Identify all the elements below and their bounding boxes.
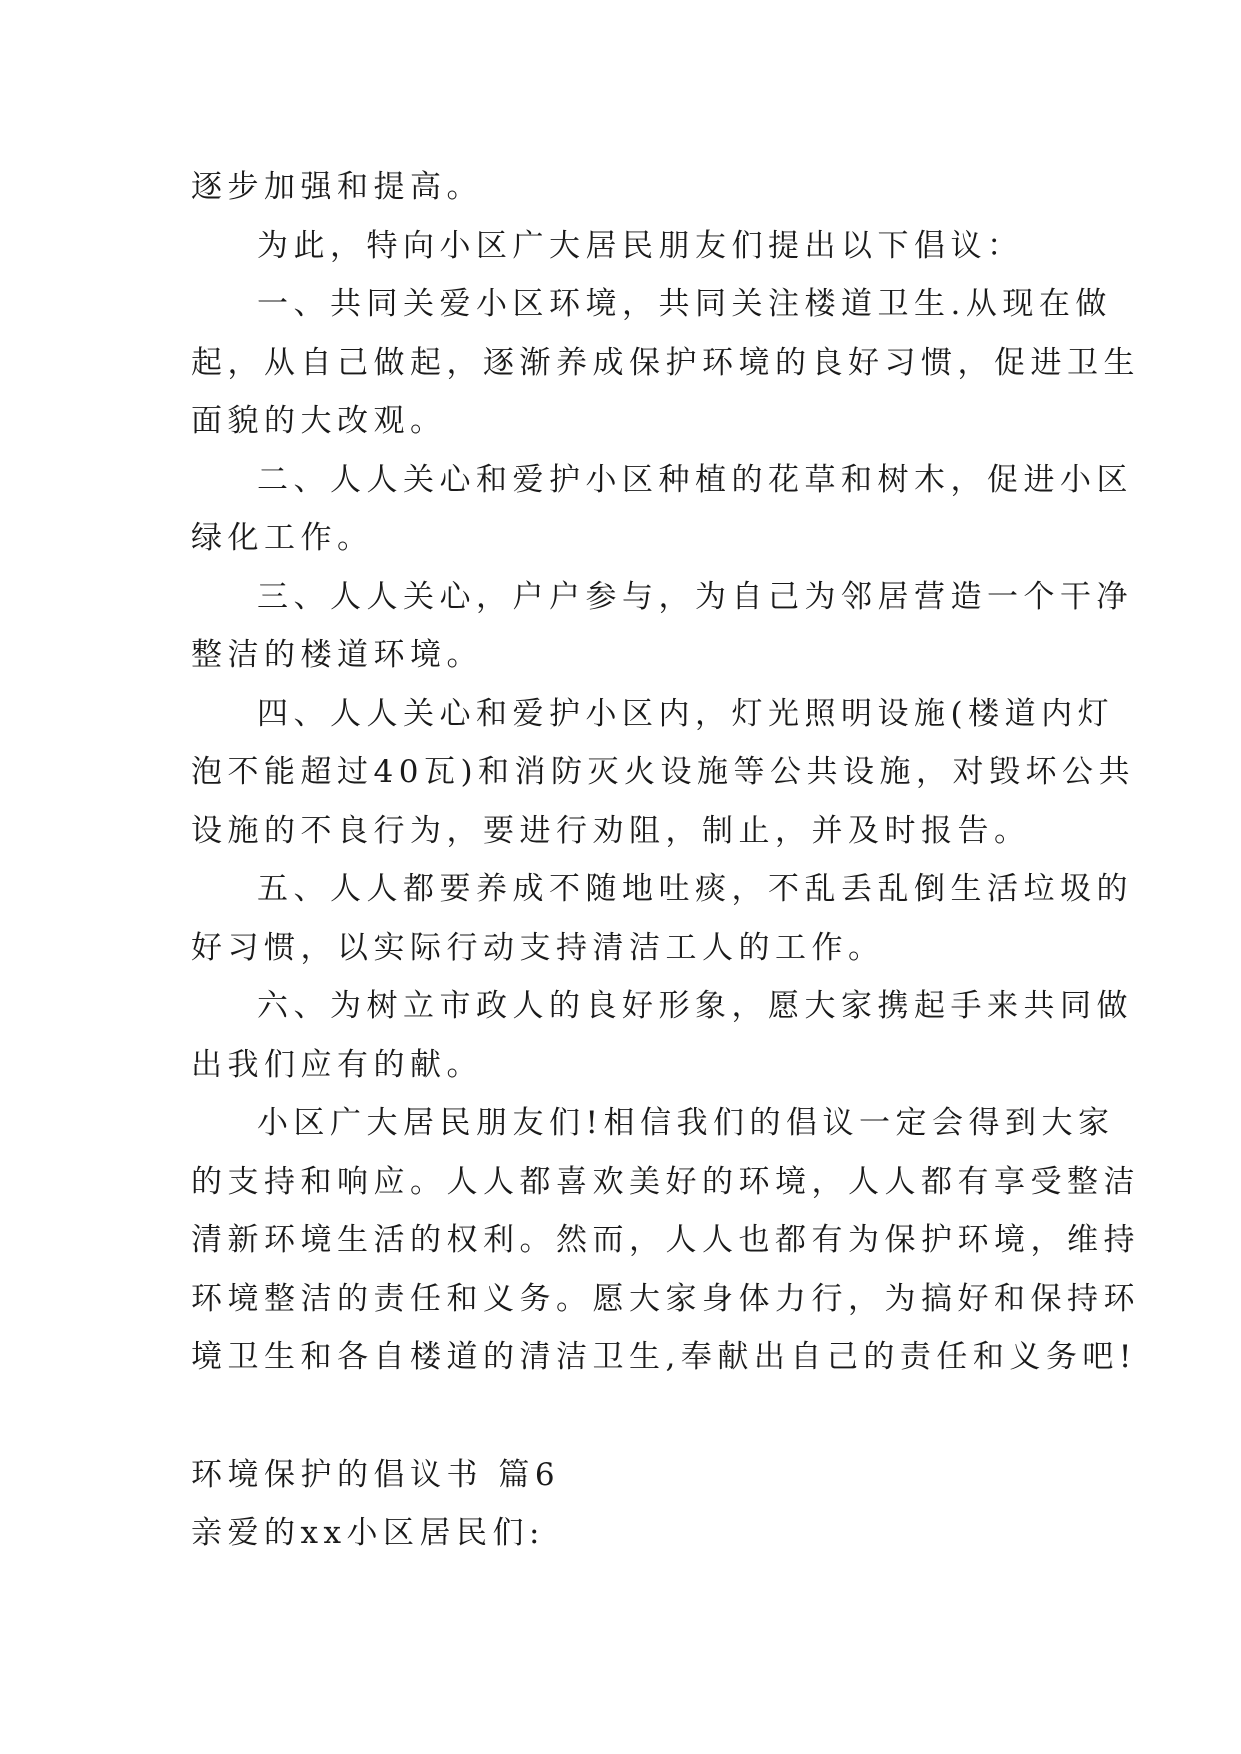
- paragraph-line: 二、人人关心和爱护小区种植的花草和树木，促进小区: [257, 461, 1133, 498]
- paragraph-line: 为此，特向小区广大居民朋友们提出以下倡议：: [257, 227, 1024, 264]
- paragraph-line: 环境整洁的责任和义务。愿大家身体力行，为搞好和保持环: [191, 1280, 1140, 1317]
- paragraph-line: 整洁的楼道环境。: [191, 637, 483, 673]
- salutation: 亲爱的xx小区居民们:: [191, 1514, 545, 1551]
- paragraph-line: 一、共同关爱小区环境，共同关注楼道卫生.从现在做: [257, 286, 1112, 322]
- paragraph-line: 好习惯，以实际行动支持清洁工人的工作。: [191, 929, 885, 966]
- paragraph-line: 逐步加强和提高。: [191, 169, 483, 205]
- paragraph-line: 的支持和响应。人人都喜欢美好的环境，人人都有享受整洁: [191, 1163, 1140, 1200]
- paragraph-line: 起，从自己做起，逐渐养成保护环境的良好习惯，促进卫生: [191, 344, 1140, 381]
- paragraph-line: 五、人人都要养成不随地吐痰，不乱丢乱倒生活垃圾的: [257, 871, 1133, 907]
- paragraph-line: 出我们应有的献。: [191, 1046, 483, 1083]
- paragraph-line: 泡不能超过40瓦)和消防灭火设施等公共设施，对毁坏公共: [191, 754, 1136, 790]
- paragraph-line: 设施的不良行为，要进行劝阻，制止，并及时报告。: [191, 812, 1031, 849]
- paragraph-line: 六、为树立市政人的良好形象，愿大家携起手来共同做: [257, 988, 1133, 1024]
- section-title: 环境保护的倡议书 篇6: [191, 1456, 561, 1493]
- paragraph-line: 绿化工作。: [191, 520, 374, 556]
- document-body: [191, 158, 1140, 1562]
- paragraph-line: 四、人人关心和爱护小区内，灯光照明设施(楼道内灯: [257, 695, 1115, 732]
- paragraph-line: 清新环境生活的权利。然而，人人也都有为保护环境，维持: [191, 1222, 1140, 1258]
- paragraph-line: 面貌的大改观。: [191, 403, 447, 439]
- paragraph-line: 小区广大居民朋友们!相信我们的倡议一定会得到大家: [257, 1105, 1115, 1141]
- paragraph-line: 境卫生和各自楼道的清洁卫生,奉献出自己的责任和义务吧!: [191, 1339, 1137, 1375]
- paragraph-line: 三、人人关心，户户参与，为自己为邻居营造一个干净: [257, 578, 1133, 615]
- section-gap: [191, 1387, 1061, 1446]
